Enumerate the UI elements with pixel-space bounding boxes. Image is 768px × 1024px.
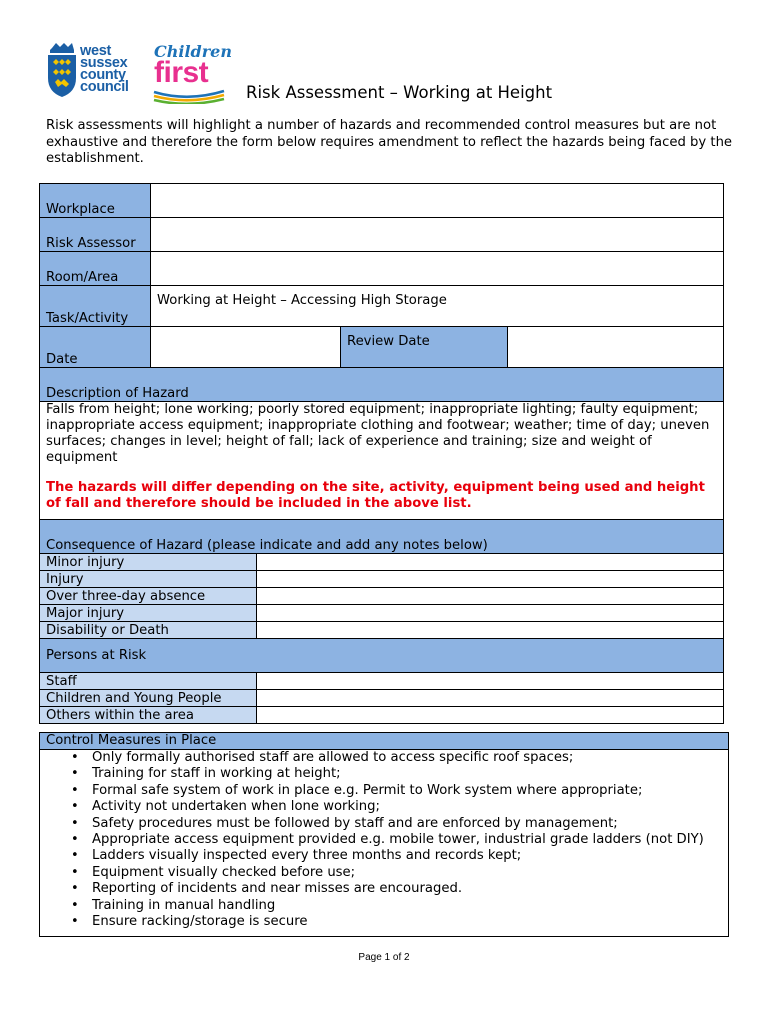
document-title: Risk Assessment – Working at Height bbox=[246, 83, 553, 102]
workplace-label: Workplace bbox=[40, 184, 151, 218]
control-measure-item: • Appropriate access equipment provided e.g. mobile tower, industrial grade ladders (not DIY) bbox=[92, 832, 728, 848]
control-measure-item: • Only formally authorised staff are allowed to access specific roof spaces; bbox=[92, 750, 728, 766]
room-area-label: Room/Area bbox=[40, 252, 151, 286]
hazard-description-cell bbox=[40, 402, 724, 520]
risk-assessment-form bbox=[39, 183, 724, 724]
consequence-minor-injury-field[interactable] bbox=[257, 554, 724, 571]
council-logo-line-2: sussex bbox=[80, 55, 128, 71]
consequence-absence-field[interactable] bbox=[257, 588, 724, 605]
control-measure-item: • Ensure racking/storage is secure bbox=[92, 914, 728, 930]
control-measure-item: • Equipment visually checked before use; bbox=[92, 865, 728, 881]
consequence-minor-injury-label: Minor injury bbox=[40, 554, 257, 571]
persons-staff-field[interactable] bbox=[257, 673, 724, 690]
room-area-field[interactable] bbox=[151, 252, 724, 286]
children-first-logo bbox=[152, 42, 232, 104]
persons-children-label: Children and Young People bbox=[40, 690, 257, 707]
consequence-injury-field[interactable] bbox=[257, 571, 724, 588]
consequence-absence-label: Over three-day absence bbox=[40, 588, 257, 605]
control-measure-item: • Safety procedures must be followed by staff and are enforced by management; bbox=[92, 816, 728, 832]
page-number: Page 1 of 2 bbox=[358, 952, 410, 963]
review-date-label: Review Date bbox=[341, 327, 508, 368]
risk-assessor-label: Risk Assessor bbox=[40, 218, 151, 252]
control-measure-item: • Activity not undertaken when lone working; bbox=[92, 799, 728, 815]
children-first-logo-line-2: first bbox=[154, 56, 209, 89]
workplace-field[interactable] bbox=[151, 184, 724, 218]
council-logo-line-3: county bbox=[80, 67, 126, 83]
control-measures-table bbox=[39, 732, 729, 937]
hazard-note: The hazards will differ depending on the site, activity, equipment being used and height of fall and therefore should be included in the above list. bbox=[46, 480, 705, 511]
persons-others-field[interactable] bbox=[257, 707, 724, 724]
control-measure-item: • Ladders visually inspected every three months and records kept; bbox=[92, 848, 728, 864]
hazard-description: Falls from height; lone working; poorly stored equipment; inappropriate lighting; faulty equipment; inappropriate access equipment; inappropriate clothing and footwear; weather; time of day; uneven surfaces; changes in level; height of fall; lack of experience and training; size and weight of equipment bbox=[46, 402, 710, 465]
persons-staff-label: Staff bbox=[40, 673, 257, 690]
control-measure-item: • Training in manual handling bbox=[92, 898, 728, 914]
consequence-disability-death-field[interactable] bbox=[257, 622, 724, 639]
persons-others-label: Others within the area bbox=[40, 707, 257, 724]
consequence-injury-label: Injury bbox=[40, 571, 257, 588]
hazard-heading: Description of Hazard bbox=[40, 368, 724, 402]
date-label: Date bbox=[40, 327, 151, 368]
children-first-logo-line-1: Children bbox=[154, 42, 232, 61]
council-logo-line-1: west bbox=[80, 43, 112, 59]
control-measure-item: • Reporting of incidents and near misses are encouraged. bbox=[92, 881, 728, 897]
review-date-field[interactable] bbox=[508, 327, 724, 368]
date-field[interactable] bbox=[151, 327, 341, 368]
persons-heading: Persons at Risk bbox=[40, 639, 724, 673]
consequence-disability-death-label: Disability or Death bbox=[40, 622, 257, 639]
task-activity-label: Task/Activity bbox=[40, 286, 151, 327]
rainbow-swoosh-icon bbox=[152, 88, 228, 104]
council-crest-icon bbox=[46, 42, 78, 98]
west-sussex-county-council-logo bbox=[46, 42, 146, 100]
council-logo-line-4: council bbox=[80, 79, 129, 95]
consequence-major-injury-label: Major injury bbox=[40, 605, 257, 622]
control-measures-cell bbox=[40, 750, 729, 937]
risk-assessor-field[interactable] bbox=[151, 218, 724, 252]
persons-children-field[interactable] bbox=[257, 690, 724, 707]
control-measures-list bbox=[40, 750, 728, 936]
control-measures-heading: Control Measures in Place bbox=[40, 733, 729, 750]
intro-paragraph: Risk assessments will highlight a number of hazards and recommended control measures but are not exhaustive and therefore the form below requires amendment to reflect the hazards being faced by the establishment. bbox=[46, 118, 733, 166]
consequence-heading: Consequence of Hazard (please indicate and add any notes below) bbox=[40, 520, 724, 554]
task-activity-field[interactable]: Working at Height – Accessing High Storage bbox=[151, 286, 724, 327]
control-measure-item: • Training for staff in working at height; bbox=[92, 766, 728, 782]
consequence-major-injury-field[interactable] bbox=[257, 605, 724, 622]
control-measure-item: • Formal safe system of work in place e.g. Permit to Work system where appropriate; bbox=[92, 783, 728, 799]
